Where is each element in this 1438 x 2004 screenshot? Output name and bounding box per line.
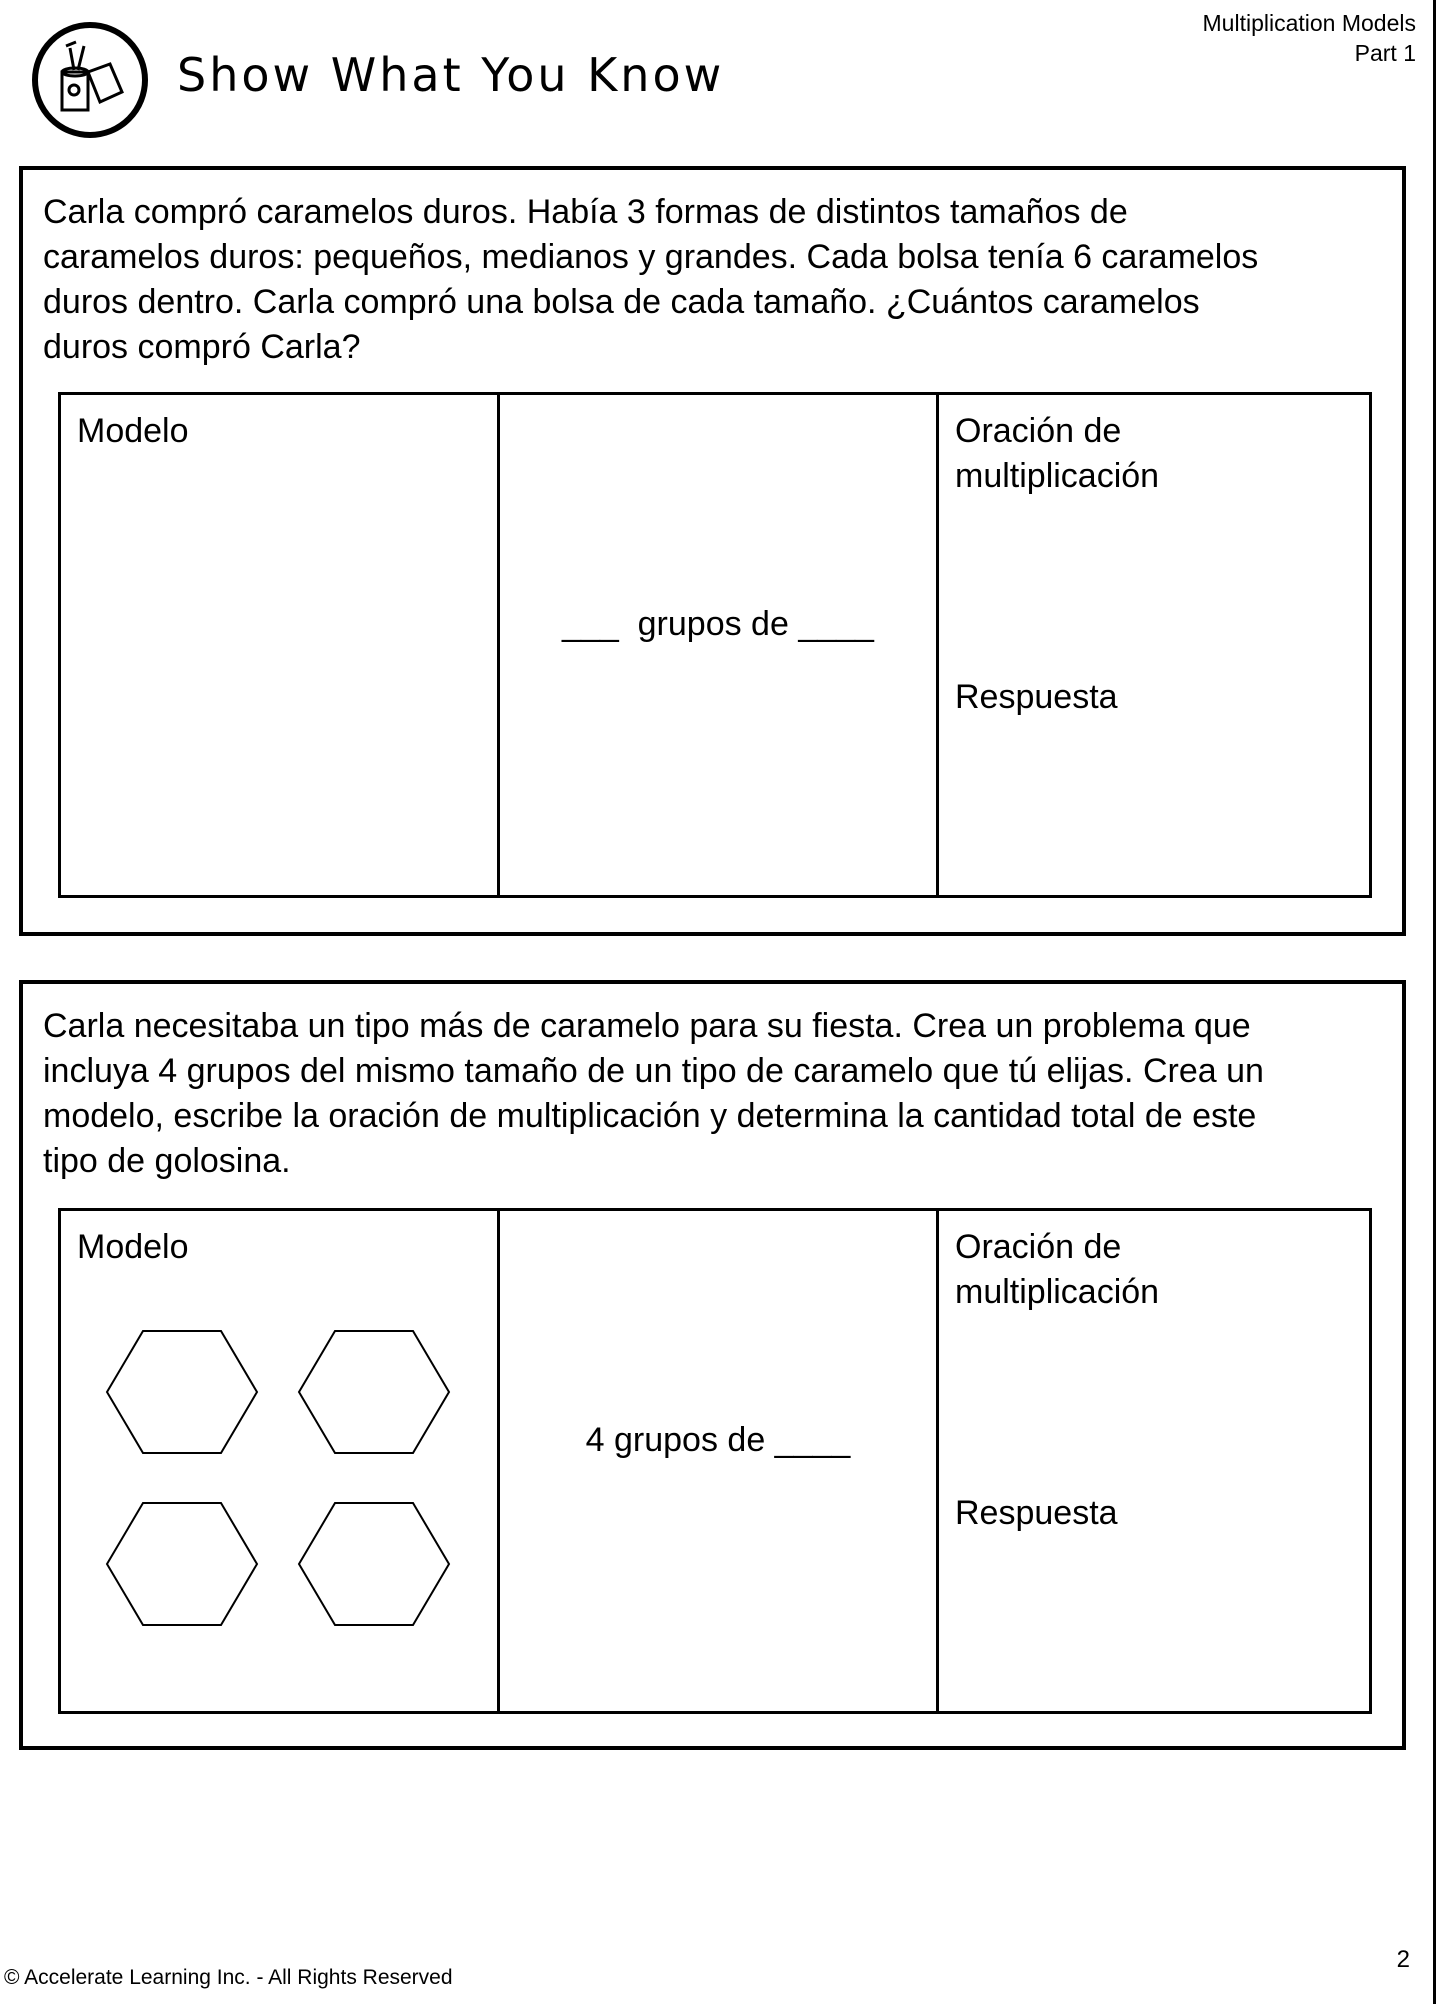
- multiplication-sentence-label: [955, 1225, 1159, 1315]
- part-label: Part 1: [1354, 40, 1416, 66]
- prompt-line: incluya 4 grupos del mismo tamaño de un tipo de caramelo que tú elijas. Crea un: [43, 1052, 1264, 1090]
- copyright-footer: © Accelerate Learning Inc. - All Rights Reserved: [4, 1966, 453, 1989]
- sentence-label-line: Oración de: [955, 412, 1122, 450]
- sentence-label-line: multiplicación: [955, 1273, 1160, 1311]
- hexagon-shape: [105, 1501, 259, 1627]
- prompt-line: tipo de golosina.: [43, 1142, 291, 1180]
- model-label: Modelo: [77, 412, 189, 450]
- groups-cell[interactable]: [500, 1211, 939, 1711]
- problem-prompt: [43, 190, 1393, 370]
- multiplication-sentence-label: [955, 409, 1159, 499]
- answer-table: [58, 392, 1372, 898]
- problem-prompt: [43, 1004, 1393, 1184]
- model-label: Modelo: [77, 1228, 189, 1266]
- prompt-line: caramelos duros: pequeños, medianos y grandes. Cada bolsa tenía 6 caramelos: [43, 238, 1259, 276]
- sentence-label-line: multiplicación: [955, 457, 1160, 495]
- page-edge-rule: [1433, 0, 1436, 2004]
- groups-cell[interactable]: [500, 395, 939, 895]
- sentence-cell[interactable]: [939, 1211, 1369, 1711]
- page-number: 2: [1396, 1946, 1410, 1973]
- problem-card-2: [19, 980, 1406, 1750]
- page-title: Show What You Know: [177, 48, 725, 102]
- hexagon-shape: [105, 1329, 259, 1455]
- hexagon-shape: [297, 1329, 451, 1455]
- model-cell[interactable]: [61, 1211, 500, 1711]
- prompt-line: duros compró Carla?: [43, 328, 361, 366]
- answer-label: Respuesta: [955, 678, 1118, 716]
- sentence-cell[interactable]: [939, 395, 1369, 895]
- model-cell[interactable]: [61, 395, 500, 895]
- groups-prompt: ___ grupos de ____: [562, 605, 874, 643]
- prompt-line: duros dentro. Carla compró una bolsa de cada tamaño. ¿Cuántos caramelos: [43, 283, 1200, 321]
- prompt-line: modelo, escribe la oración de multiplicación y determina la cantidad total de este: [43, 1097, 1257, 1135]
- problem-card-1: [19, 166, 1406, 936]
- hexagon-shape: [297, 1501, 451, 1627]
- answer-table: [58, 1208, 1372, 1714]
- prompt-line: Carla compró caramelos duros. Había 3 formas de distintos tamaños de: [43, 193, 1128, 231]
- unit-title: Multiplication Models: [1202, 10, 1416, 36]
- pencil-cup-icon: [30, 20, 152, 140]
- answer-label: Respuesta: [955, 1494, 1118, 1532]
- prompt-line: Carla necesitaba un tipo más de caramelo para su fiesta. Crea un problema que: [43, 1007, 1251, 1045]
- groups-prompt: 4 grupos de ____: [585, 1421, 851, 1459]
- sentence-label-line: Oración de: [955, 1228, 1122, 1266]
